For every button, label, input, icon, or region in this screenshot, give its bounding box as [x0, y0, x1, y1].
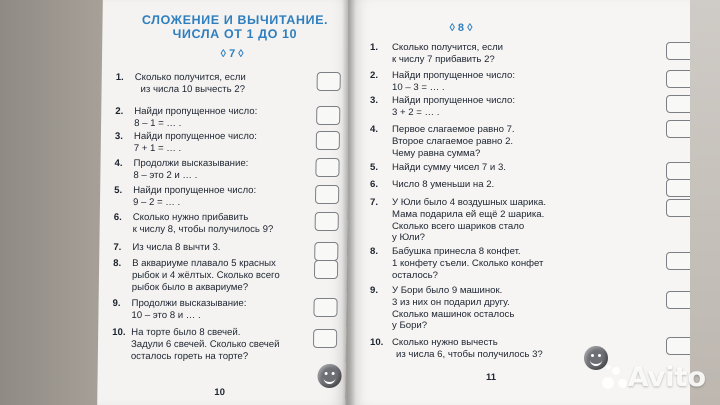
watermark-text: Avito	[627, 362, 706, 393]
answer-box[interactable]	[316, 106, 340, 125]
smiley-icon	[317, 364, 341, 388]
question-text: из числа 10 вычесть 2?	[140, 83, 246, 95]
answer-box[interactable]	[666, 291, 690, 309]
question-text: На торте было 8 свечей.	[131, 327, 241, 338]
question-text: осталось?	[392, 269, 438, 281]
question-text: Сколько машинок осталось	[392, 308, 515, 320]
answer-box[interactable]	[666, 337, 690, 355]
question-text: У Юли было 4 воздушных шарика.	[392, 197, 547, 208]
question-text: осталось гореть на торте?	[130, 350, 249, 362]
question-number: 1.	[115, 72, 124, 83]
answer-box[interactable]	[313, 298, 337, 317]
question-text: 1 конфету съели. Сколько конфет	[392, 257, 544, 269]
answer-box[interactable]	[315, 158, 339, 177]
question-number: 1.	[370, 42, 379, 53]
question-number: 7.	[113, 242, 122, 253]
question-text: у Юли?	[392, 232, 426, 244]
answer-box[interactable]	[666, 162, 690, 180]
question-text: Сколько получится, если	[392, 42, 504, 53]
answer-box[interactable]	[666, 252, 690, 270]
page-title-line1: СЛОЖЕНИЕ И ВЫЧИТАНИЕ.	[141, 13, 329, 27]
question-text: рыбок и 4 жёлтых. Сколько всего	[131, 269, 280, 281]
question-text: Продолжи высказывание:	[133, 158, 249, 169]
answer-box[interactable]	[313, 329, 337, 348]
question-text: Продолжи высказывание:	[131, 298, 247, 309]
question-text: Сколько всего шариков стало	[392, 220, 525, 232]
avito-logo-icon	[602, 365, 628, 391]
question-text: к числу 8, чтобы получилось 9?	[132, 223, 274, 235]
answer-box[interactable]	[666, 120, 690, 138]
question-text: Сколько нужно прибавить	[132, 212, 249, 223]
answer-box[interactable]	[314, 242, 338, 261]
question-text: Из числа 8 вычти 3.	[132, 242, 221, 253]
question-text: У Бори было 9 машинок.	[392, 285, 503, 296]
answer-box[interactable]	[315, 212, 339, 231]
question-number: 5.	[370, 162, 379, 173]
question-number: 6.	[370, 179, 379, 190]
question-text: рыбок было в аквариуме?	[131, 281, 249, 293]
answer-box[interactable]	[666, 179, 690, 197]
question-number: 9.	[112, 298, 121, 309]
question-number: 8.	[370, 246, 379, 257]
answer-box[interactable]	[666, 70, 690, 88]
question-text: Найди сумму чисел 7 и 3.	[392, 162, 506, 173]
question-text: Первое слагаемое равно 7.	[392, 124, 515, 135]
question-number: 3.	[114, 131, 124, 142]
question-text: 10 – 3 = … .	[392, 81, 445, 93]
question-text: Второе слагаемое равно 2.	[392, 135, 514, 147]
question-text: Найди пропущенное число:	[392, 95, 516, 106]
question-text: Задули 6 свечей. Сколько свечей	[130, 338, 280, 350]
question-text: 3 + 2 = … .	[392, 106, 440, 118]
question-text: Бабушка принесла 8 конфет.	[392, 246, 521, 257]
question-text: 3 из них он подарил другу.	[392, 296, 510, 308]
book-gutter	[342, 0, 356, 405]
question-text: Найди пропущенное число:	[392, 70, 516, 81]
question-text: 8 – 1 = … .	[134, 117, 182, 129]
question-text: Найди пропущенное число:	[133, 185, 257, 196]
answer-box[interactable]	[315, 185, 339, 204]
left-page	[97, 0, 351, 405]
page-number: 11	[486, 372, 497, 383]
question-number: 10.	[370, 337, 384, 348]
answer-box[interactable]	[666, 199, 690, 217]
question-number: 9.	[370, 285, 379, 296]
question-text: из числа 6, чтобы получилось 3?	[396, 348, 543, 360]
question-text: 7 + 1 = … .	[133, 142, 182, 154]
answer-box[interactable]	[666, 42, 690, 60]
question-text: Сколько получится, если	[134, 72, 246, 83]
answer-box[interactable]	[316, 131, 340, 150]
question-text: В аквариуме плавало 5 красных	[132, 258, 276, 269]
question-number: 5.	[114, 185, 123, 196]
question-text: Найди пропущенное число:	[134, 106, 258, 117]
question-number: 7.	[370, 197, 379, 208]
question-number: 3.	[370, 95, 379, 106]
section-number: ◊ 7 ◊	[220, 48, 244, 60]
question-number: 2.	[115, 106, 124, 117]
section-number: ◊ 8 ◊	[449, 22, 473, 34]
right-page	[348, 0, 690, 405]
question-text: 8 – это 2 и … .	[133, 169, 198, 181]
answer-box[interactable]	[317, 72, 341, 91]
answer-box[interactable]	[314, 260, 338, 279]
question-number: 4.	[114, 158, 123, 169]
question-text: к числу 7 прибавить 2?	[392, 53, 495, 65]
answer-box[interactable]	[666, 95, 690, 113]
question-text: 9 – 2 = … .	[132, 196, 181, 208]
page-title-line2: ЧИСЛА ОТ 1 ДО 10	[172, 27, 298, 41]
workbook-spread	[100, 0, 710, 405]
question-text: 10 – это 8 и … .	[131, 309, 201, 321]
question-text: Найди пропущенное число:	[133, 131, 258, 142]
question-text: Мама подарила ей ещё 2 шарика.	[392, 208, 545, 220]
question-number: 6.	[113, 212, 122, 223]
question-number: 10.	[112, 327, 126, 338]
question-number: 4.	[370, 124, 379, 135]
question-text: Чему равна сумма?	[392, 147, 481, 159]
question-text: у Бори?	[392, 320, 428, 332]
question-text: Число 8 уменьши на 2.	[392, 179, 495, 190]
page-number: 10	[214, 387, 226, 398]
question-number: 8.	[113, 258, 122, 269]
question-text: Сколько нужно вычесть	[392, 337, 498, 348]
question-number: 2.	[370, 70, 379, 81]
